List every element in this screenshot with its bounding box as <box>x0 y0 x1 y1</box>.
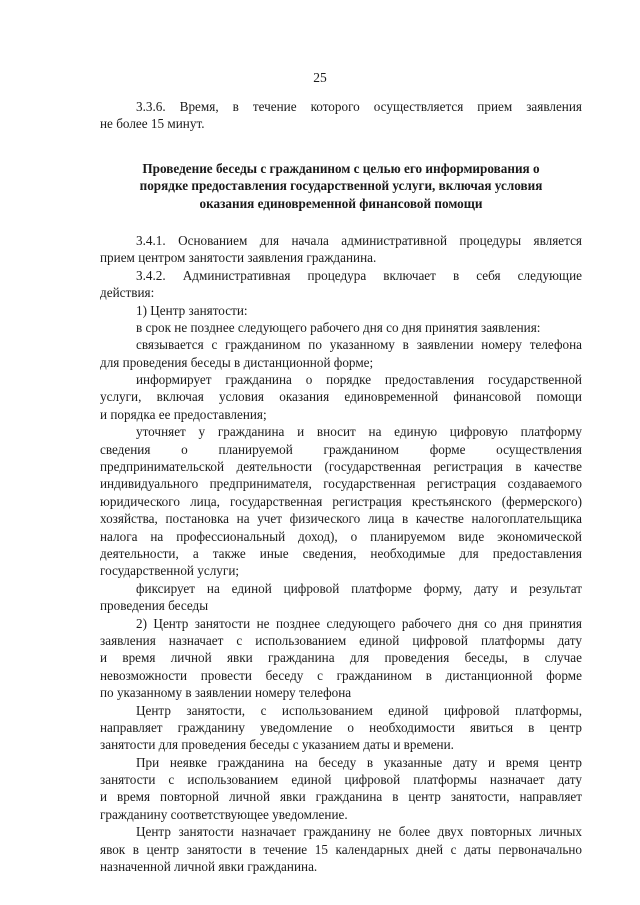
text-line: и время повторной личной явки гражданина в центр занятости, направляет <box>100 789 582 805</box>
text-line: занятости для проведения беседы с указанием даты и времени. <box>100 737 454 753</box>
text-line: действия: <box>100 285 155 301</box>
heading-line: порядке предоставления государственной услуги, включая условия <box>139 178 543 194</box>
text-line: связывается с гражданином по указанному в заявлении номеру телефона <box>136 337 582 353</box>
text-line: хозяйства, постановка на учет физического лица в качестве налогоплательщика <box>100 511 582 527</box>
text-line: для проведения беседы в дистанционной форме; <box>100 354 374 370</box>
text-line: информирует гражданина о порядке предоставления государственной <box>136 372 582 388</box>
text-line: заявления назначает с использованием единой цифровой платформы дату <box>100 632 582 648</box>
heading-line: оказания единовременной финансовой помощи <box>199 195 483 211</box>
text-line: 3.3.6. Время, в течение которого осуществляется прием заявления <box>136 99 582 114</box>
text-line: уточняет у гражданина и вносит на единую цифровую платформу <box>136 424 582 440</box>
text-line: и время личной явки гражданина для проведения беседы, в случае <box>100 650 582 666</box>
section-heading <box>100 160 582 212</box>
text-line: занятости с использованием единой цифровой платформы назначает дату <box>100 772 582 788</box>
text-line: направляет гражданину уведомление о необходимости явиться в центр <box>100 719 582 735</box>
text-line: и порядка ее предоставления; <box>100 406 267 422</box>
text-line: Центр занятости назначает гражданину не более двух повторных личных <box>136 824 582 840</box>
text-line: фиксирует на единой цифровой платформе форму, дату и результат <box>136 580 582 596</box>
text-line: индивидуального предпринимателя, государственная регистрация создаваемого <box>100 476 582 492</box>
text-line: деятельности, а также иные сведения, необходимые для предоставления <box>100 545 582 561</box>
paragraph-3-3-6 <box>100 98 582 133</box>
text-line: в срок не позднее следующего рабочего дня со дня принятия заявления: <box>136 319 541 335</box>
text-line: 2) Центр занятости не позднее следующего рабочего дня со дня принятия <box>136 615 582 631</box>
text-line: явок в центр занятости в течение 15 календарных дней с даты первоначально <box>100 841 582 857</box>
text-line: сведения о планируемой гражданином форме осуществления <box>100 441 582 457</box>
document-body <box>100 98 582 875</box>
text-line: налога на профессиональный доход), о планируемом виде экономической <box>100 528 582 544</box>
text-line: прием центром занятости заявления гражданина. <box>100 250 377 266</box>
text-line: 3.4.1. Основанием для начала административной процедуры является <box>136 232 582 248</box>
text-line: 1) Центр занятости: <box>136 302 248 318</box>
text-line: Центр занятости, с использованием единой цифровой платформы, <box>136 702 582 718</box>
text-line: проведения беседы <box>100 598 209 614</box>
heading-line: Проведение беседы с гражданином с целью его информирования о <box>142 160 540 176</box>
text-line: 3.4.2. Административная процедура включает в себя следующие <box>136 267 582 283</box>
page-number: 25 <box>313 70 327 85</box>
text-line: назначенной личной явки гражданина. <box>100 859 318 875</box>
text-line: услуги, включая условия оказания единовременной финансовой помощи <box>100 389 582 405</box>
text-line: по указанному в заявлении номеру телефона <box>100 685 352 701</box>
section-3-4-body <box>100 232 582 875</box>
text-line: предпринимательской деятельности (государственная регистрация в качестве <box>100 459 582 475</box>
text-line: гражданину соответствующее уведомление. <box>100 806 348 822</box>
text-line: юридического лица, государственная регистрация крестьянского (фермерского) <box>100 493 582 509</box>
text-line: невозможности провести беседу с гражданином в дистанционной форме <box>100 667 582 683</box>
text-line: не более 15 минут. <box>100 116 205 132</box>
text-line: При неявке гражданина на беседу в указанные дату и время центр <box>136 754 582 770</box>
text-line: государственной услуги; <box>100 563 240 579</box>
